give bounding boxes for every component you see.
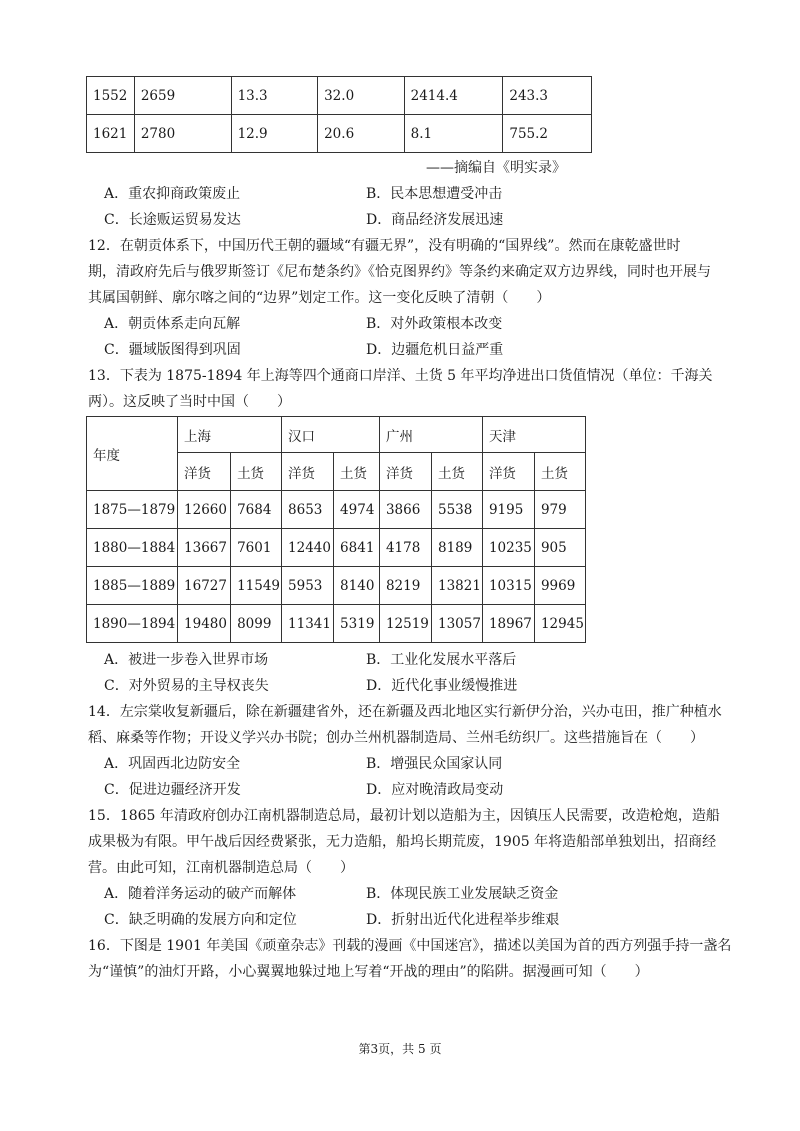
trade-table <box>86 416 586 643</box>
table-cell: 12519 <box>379 605 431 643</box>
q15-option-c: C．缺乏明确的发展方向和定位 <box>104 912 297 928</box>
q14-option-a: A．巩固西北边防安全 <box>104 756 241 772</box>
table-cell: 13667 <box>178 529 231 567</box>
port-header: 天津 <box>482 417 585 453</box>
table-cell: 7601 <box>231 529 282 567</box>
port-header: 汉口 <box>282 417 380 453</box>
q13-option-c: C．对外贸易的主导权丧失 <box>104 678 269 694</box>
q13-stem-line1: 13．下表为 1875-1894 年上海等四个通商口岸洋、土货 5 年平均净进出口货值情况（单位：千海关 <box>88 368 713 384</box>
page-footer: 第3页，共 5 页 <box>358 1042 442 1056</box>
table-cell: 8099 <box>231 605 282 643</box>
table-cell: 4178 <box>379 529 431 567</box>
q12-option-d: D．边疆危机日益严重 <box>366 342 504 358</box>
table-cell: 1621 <box>87 115 135 153</box>
port-header: 广州 <box>379 417 482 453</box>
q14-option-d: D．应对晚清政局变动 <box>366 782 504 798</box>
table-cell: 10235 <box>482 529 534 567</box>
q15-option-d: D．折射出近代化进程举步维艰 <box>366 912 560 928</box>
table-cell: 8653 <box>282 491 334 529</box>
table-cell: 5538 <box>431 491 482 529</box>
table-cell: 1875—1879 <box>87 491 178 529</box>
q15-option-b: B．体现民族工业发展缺乏资金 <box>366 886 559 902</box>
sub-header: 洋货 <box>178 453 231 491</box>
q13-option-b: B．工业化发展水平落后 <box>366 652 517 668</box>
table-cell: 9969 <box>534 567 585 605</box>
table-cell: 12945 <box>534 605 585 643</box>
sub-header: 土货 <box>334 453 380 491</box>
table-cell: 1885—1889 <box>87 567 178 605</box>
table-row <box>87 567 586 605</box>
table-cell: 5953 <box>282 567 334 605</box>
table-cell: 16727 <box>178 567 231 605</box>
sub-header: 洋货 <box>379 453 431 491</box>
q13-option-d: D．近代化事业缓慢推进 <box>366 678 518 694</box>
year-header: 年度 <box>87 417 178 491</box>
sub-header: 土货 <box>534 453 585 491</box>
table-cell: 12.9 <box>231 115 318 153</box>
table-row <box>87 491 586 529</box>
table-cell: 1890—1894 <box>87 605 178 643</box>
table-cell: 2659 <box>134 77 231 115</box>
table-cell: 979 <box>534 491 585 529</box>
table-cell: 11549 <box>231 567 282 605</box>
table-header-row <box>87 417 586 453</box>
table-cell: 10315 <box>482 567 534 605</box>
q12-option-b: B．对外政策根本改变 <box>366 316 503 332</box>
table-cell: 243.3 <box>503 77 592 115</box>
table-row <box>87 77 592 115</box>
sub-header: 洋货 <box>282 453 334 491</box>
table-cell: 19480 <box>178 605 231 643</box>
q14-stem-line1: 14．左宗棠收复新疆后，除在新疆建省外，还在新疆及西北地区实行新伊分治，兴办屯田，推广种植水 <box>88 704 722 720</box>
table-cell: 5319 <box>334 605 380 643</box>
table-cell: 13057 <box>431 605 482 643</box>
q11-option-d: D．商品经济发展迅速 <box>366 212 504 228</box>
q13-stem-line2: 两）。这反映了当时中国（ ） <box>88 394 291 410</box>
table-cell: 20.6 <box>318 115 405 153</box>
q14-option-c: C．促进边疆经济开发 <box>104 782 241 798</box>
table-cell: 12440 <box>282 529 334 567</box>
table-cell: 2780 <box>134 115 231 153</box>
q13-option-a: A．被进一步卷入世界市场 <box>104 652 269 668</box>
q12-stem-line2: 期，清政府先后与俄罗斯签订《尼布楚条约》《恰克图界约》等条约来确定双方边界线，同时也开展与 <box>88 264 711 280</box>
port-header: 上海 <box>178 417 282 453</box>
sub-header: 洋货 <box>482 453 534 491</box>
table-row <box>87 529 586 567</box>
table-cell: 4974 <box>334 491 380 529</box>
table-cell: 1552 <box>87 77 135 115</box>
q15-stem-line2: 成果极为有限。甲午战后因经费紧张，无力造船，船坞长期荒废，1905 年将造船部单独划出，招商经 <box>88 834 717 850</box>
price-table <box>86 76 592 153</box>
table-cell: 6841 <box>334 529 380 567</box>
table-cell: 8.1 <box>404 115 503 153</box>
q11-option-b: B．民本思想遭受冲击 <box>366 186 503 202</box>
table-cell: 32.0 <box>318 77 405 115</box>
table-cell: 9195 <box>482 491 534 529</box>
table-cell: 8189 <box>431 529 482 567</box>
sub-header: 土货 <box>231 453 282 491</box>
table-cell: 12660 <box>178 491 231 529</box>
q12-stem-line3: 其属国朝鲜、廓尔喀之间的“边界”划定工作。这一变化反映了清朝（ ） <box>88 290 551 306</box>
table-cell: 7684 <box>231 491 282 529</box>
table-row <box>87 115 592 153</box>
table-cell: 2414.4 <box>404 77 503 115</box>
table-cell: 8219 <box>379 567 431 605</box>
table-cell: 755.2 <box>503 115 592 153</box>
table-cell: 1880—1884 <box>87 529 178 567</box>
q16-stem-line1: 16．下图是 1901 年美国《顽童杂志》刊载的漫画《中国迷宫》，描述以美国为首的西方列强手持一盏名 <box>88 938 732 954</box>
q15-stem-line3: 营。由此可知，江南机器制造总局（ ） <box>88 860 354 876</box>
table-cell: 8140 <box>334 567 380 605</box>
q14-option-b: B．增强民众国家认同 <box>366 756 503 772</box>
table-cell: 13821 <box>431 567 482 605</box>
q14-stem-line2: 稻、麻桑等作物；开设义学兴办书院；创办兰州机器制造局、兰州毛纺织厂。这些措施旨在（ ） <box>88 730 704 746</box>
q11-option-a: A．重农抑商政策废止 <box>104 186 241 202</box>
table-row <box>87 605 586 643</box>
q16-stem-line2: 为“谨慎”的油灯开路，小心翼翼地躲过地上写着“开战的理由”的陷阱。据漫画可知（ ） <box>88 964 649 980</box>
q12-stem-line1: 12．在朝贡体系下，中国历代王朝的疆域“有疆无界”，没有明确的“国界线”。然而在康乾盛世时 <box>88 238 681 254</box>
q11-option-c: C．长途贩运贸易发达 <box>104 212 241 228</box>
table-cell: 11341 <box>282 605 334 643</box>
q12-option-a: A．朝贡体系走向瓦解 <box>104 316 241 332</box>
q12-option-c: C．疆域版图得到巩固 <box>104 342 241 358</box>
table-cell: 13.3 <box>231 77 318 115</box>
sub-header: 土货 <box>431 453 482 491</box>
q15-option-a: A．随着洋务运动的破产而解体 <box>104 886 297 902</box>
table-cell: 3866 <box>379 491 431 529</box>
q15-stem-line1: 15．1865 年清政府创办江南机器制造总局，最初计划以造船为主，因镇压人民需要，改造枪炮，造船 <box>88 808 720 824</box>
table-cell: 18967 <box>482 605 534 643</box>
table-source: ——摘编自《明实录》 <box>426 160 566 176</box>
table-cell: 905 <box>534 529 585 567</box>
